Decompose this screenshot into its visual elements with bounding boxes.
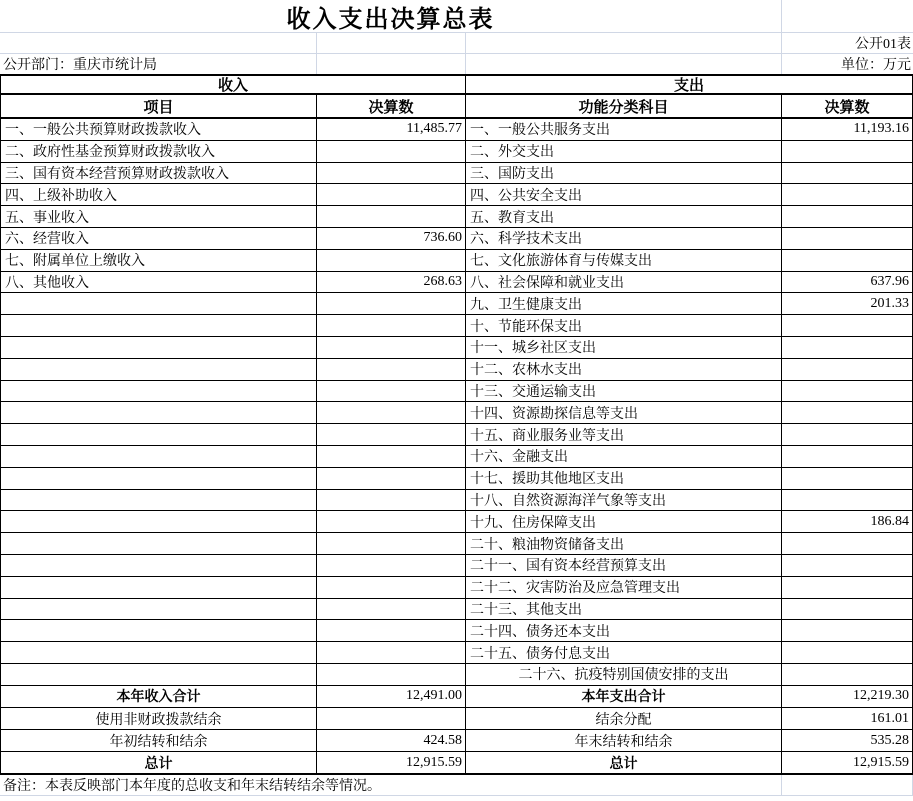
- income-amount-cell: [317, 359, 466, 380]
- expense-amount-cell: [782, 490, 913, 511]
- expense-item-cell: 四、公共安全支出: [466, 184, 782, 205]
- income-item-cell: 二、政府性基金预算财政拨款收入: [0, 141, 317, 162]
- summary-expense-amount: 535.28: [782, 730, 913, 751]
- expense-item-cell: 二十三、其他支出: [466, 599, 782, 620]
- summary-row: [0, 752, 913, 774]
- expense-amount-cell: 186.84: [782, 511, 913, 532]
- remark-note: 备注：本表反映部门本年度的总收支和年末结转结余等情况。: [0, 775, 782, 795]
- expense-amount-cell: [782, 381, 913, 402]
- income-item-cell: [0, 490, 317, 511]
- income-section-header: 收入: [0, 76, 466, 93]
- income-item-cell: 一、一般公共预算财政拨款收入: [0, 119, 317, 140]
- unit-label: 单位：万元: [841, 58, 911, 73]
- expense-item-cell: 十四、资源勘探信息等支出: [466, 402, 782, 423]
- remark-row: [0, 775, 913, 796]
- section-header-row: [0, 74, 913, 95]
- expense-item-cell: 八、社会保障和就业支出: [466, 272, 782, 293]
- expense-amount-cell: [782, 402, 913, 423]
- expense-amount-cell: [782, 228, 913, 249]
- table-row: [0, 337, 913, 359]
- income-amount-cell: [317, 620, 466, 641]
- summary-expense-amount: 12,219.30: [782, 686, 913, 707]
- table-body: [0, 119, 913, 686]
- income-amount-cell: 268.63: [317, 272, 466, 293]
- summary-expense-label: 年末结转和结余: [466, 730, 782, 751]
- income-item-cell: [0, 424, 317, 445]
- expense-item-cell: 二十四、债务还本支出: [466, 620, 782, 641]
- income-amount-cell: [317, 250, 466, 271]
- table-row: [0, 490, 913, 512]
- summary-expense-amount: 12,915.59: [782, 752, 913, 772]
- income-item-cell: 五、事业收入: [0, 206, 317, 227]
- income-amount-column-header: 决算数: [317, 95, 466, 117]
- expense-amount-cell: 11,193.16: [782, 119, 913, 140]
- expense-item-cell: 二十、粮油物资储备支出: [466, 533, 782, 554]
- income-amount-cell: [317, 337, 466, 358]
- expense-section-header: 支出: [466, 76, 913, 93]
- expense-amount-cell: [782, 642, 913, 663]
- income-item-cell: 七、附属单位上缴收入: [0, 250, 317, 271]
- table-row: [0, 163, 913, 185]
- column-header-row: [0, 95, 913, 119]
- table-row: [0, 424, 913, 446]
- income-amount-cell: [317, 642, 466, 663]
- income-amount-cell: 736.60: [317, 228, 466, 249]
- summary-expense-label: 本年支出合计: [466, 686, 782, 707]
- income-item-cell: [0, 642, 317, 663]
- expense-amount-cell: [782, 315, 913, 336]
- income-amount-cell: [317, 163, 466, 184]
- expense-item-cell: 二、外交支出: [466, 141, 782, 162]
- summary-section: [0, 686, 913, 775]
- income-amount-cell: [317, 490, 466, 511]
- table-row: [0, 250, 913, 272]
- expense-amount-cell: [782, 141, 913, 162]
- income-item-cell: [0, 511, 317, 532]
- table-row: [0, 315, 913, 337]
- expense-amount-cell: [782, 599, 913, 620]
- income-item-cell: [0, 315, 317, 336]
- expense-amount-column-header: 决算数: [782, 95, 913, 117]
- title-row: [0, 0, 913, 33]
- income-amount-cell: [317, 184, 466, 205]
- expense-item-cell: 十七、援助其他地区支出: [466, 468, 782, 489]
- table-row: [0, 119, 913, 141]
- income-item-cell: [0, 381, 317, 402]
- income-item-cell: [0, 555, 317, 576]
- income-amount-cell: [317, 141, 466, 162]
- income-item-cell: 三、国有资本经营预算财政拨款收入: [0, 163, 317, 184]
- expense-item-cell: 十八、自然资源海洋气象等支出: [466, 490, 782, 511]
- income-amount-cell: [317, 315, 466, 336]
- table-row: [0, 206, 913, 228]
- expense-amount-cell: [782, 337, 913, 358]
- summary-row: [0, 730, 913, 752]
- income-amount-cell: [317, 381, 466, 402]
- expense-item-cell: 二十一、国有资本经营预算支出: [466, 555, 782, 576]
- sheet-number-row: [0, 33, 913, 54]
- income-item-column-header: 项目: [0, 95, 317, 117]
- expense-amount-cell: [782, 184, 913, 205]
- expense-item-column-header: 功能分类科目: [466, 95, 782, 117]
- income-amount-cell: [317, 577, 466, 598]
- expense-item-cell: 六、科学技术支出: [466, 228, 782, 249]
- expense-item-cell: 十六、金融支出: [466, 446, 782, 467]
- expense-item-cell: 五、教育支出: [466, 206, 782, 227]
- expense-item-cell: 二十五、债务付息支出: [466, 642, 782, 663]
- expense-item-cell: 七、文化旅游体育与传媒支出: [466, 250, 782, 271]
- income-amount-cell: [317, 555, 466, 576]
- table-row: [0, 184, 913, 206]
- income-item-cell: [0, 359, 317, 380]
- expense-amount-cell: [782, 620, 913, 641]
- expense-item-cell: 九、卫生健康支出: [466, 293, 782, 314]
- table-row: [0, 642, 913, 664]
- empty-cell: [466, 33, 782, 53]
- expense-item-cell: 一、一般公共服务支出: [466, 119, 782, 140]
- empty-cell: [317, 54, 466, 74]
- table-row: [0, 402, 913, 424]
- table-row: [0, 620, 913, 642]
- expense-item-cell: 三、国防支出: [466, 163, 782, 184]
- summary-income-amount: [317, 708, 466, 729]
- expense-amount-cell: [782, 206, 913, 227]
- summary-income-amount: 424.58: [317, 730, 466, 751]
- department-label: 公开部门：重庆市统计局: [0, 54, 317, 74]
- summary-row: [0, 708, 913, 730]
- summary-income-label: 本年收入合计: [0, 686, 317, 707]
- income-item-cell: [0, 293, 317, 314]
- page-title: 收入支出决算总表: [0, 0, 782, 32]
- income-item-cell: [0, 533, 317, 554]
- expense-amount-cell: 637.96: [782, 272, 913, 293]
- income-item-cell: [0, 599, 317, 620]
- summary-income-label: 使用非财政拨款结余: [0, 708, 317, 729]
- table-row: [0, 228, 913, 250]
- table-row: [0, 511, 913, 533]
- expense-amount-cell: [782, 446, 913, 467]
- income-amount-cell: [317, 206, 466, 227]
- expense-amount-cell: [782, 664, 913, 685]
- income-item-cell: 四、上级补助收入: [0, 184, 317, 205]
- income-item-cell: [0, 664, 317, 685]
- income-item-cell: [0, 337, 317, 358]
- income-amount-cell: [317, 664, 466, 685]
- main-table: [0, 74, 913, 775]
- title-spacer: [782, 0, 913, 32]
- expense-item-cell: 十一、城乡社区支出: [466, 337, 782, 358]
- empty-cell: [317, 33, 466, 53]
- expense-amount-cell: [782, 555, 913, 576]
- expense-item-cell: 二十六、抗疫特别国债安排的支出: [466, 664, 782, 685]
- income-item-cell: 八、其他收入: [0, 272, 317, 293]
- table-row: [0, 141, 913, 163]
- expense-item-cell: 十三、交通运输支出: [466, 381, 782, 402]
- department-row: [0, 54, 913, 74]
- summary-income-label: 年初结转和结余: [0, 730, 317, 751]
- income-amount-cell: [317, 468, 466, 489]
- empty-cell: [0, 33, 317, 53]
- sheet-number: 公开01表: [855, 37, 911, 52]
- income-amount-cell: [317, 293, 466, 314]
- expense-amount-cell: [782, 468, 913, 489]
- summary-expense-label: 结余分配: [466, 708, 782, 729]
- table-row: [0, 533, 913, 555]
- table-row: [0, 555, 913, 577]
- table-row: [0, 293, 913, 315]
- income-amount-cell: [317, 599, 466, 620]
- table-row: [0, 359, 913, 381]
- empty-cell: [782, 775, 913, 795]
- expense-amount-cell: [782, 250, 913, 271]
- table-row: [0, 599, 913, 621]
- expense-item-cell: 十五、商业服务业等支出: [466, 424, 782, 445]
- income-amount-cell: [317, 446, 466, 467]
- income-item-cell: [0, 446, 317, 467]
- expense-amount-cell: [782, 577, 913, 598]
- summary-income-amount: 12,915.59: [317, 752, 466, 772]
- income-amount-cell: [317, 533, 466, 554]
- summary-income-label: 总计: [0, 752, 317, 772]
- table-row: [0, 446, 913, 468]
- income-amount-cell: [317, 511, 466, 532]
- expense-item-cell: 十、节能环保支出: [466, 315, 782, 336]
- expense-amount-cell: 201.33: [782, 293, 913, 314]
- summary-income-amount: 12,491.00: [317, 686, 466, 707]
- income-item-cell: [0, 577, 317, 598]
- income-amount-cell: 11,485.77: [317, 119, 466, 140]
- income-item-cell: [0, 402, 317, 423]
- summary-row: [0, 686, 913, 708]
- empty-cell: [466, 54, 782, 74]
- expense-amount-cell: [782, 359, 913, 380]
- income-item-cell: 六、经营收入: [0, 228, 317, 249]
- summary-expense-label: 总计: [466, 752, 782, 772]
- expense-amount-cell: [782, 163, 913, 184]
- income-amount-cell: [317, 402, 466, 423]
- table-row: [0, 664, 913, 686]
- table-row: [0, 272, 913, 294]
- table-row: [0, 577, 913, 599]
- expense-amount-cell: [782, 424, 913, 445]
- table-row: [0, 381, 913, 403]
- income-item-cell: [0, 620, 317, 641]
- income-amount-cell: [317, 424, 466, 445]
- expense-item-cell: 二十二、灾害防治及应急管理支出: [466, 577, 782, 598]
- expense-item-cell: 十二、农林水支出: [466, 359, 782, 380]
- table-row: [0, 468, 913, 490]
- expense-item-cell: 十九、住房保障支出: [466, 511, 782, 532]
- expense-amount-cell: [782, 533, 913, 554]
- income-item-cell: [0, 468, 317, 489]
- summary-expense-amount: 161.01: [782, 708, 913, 729]
